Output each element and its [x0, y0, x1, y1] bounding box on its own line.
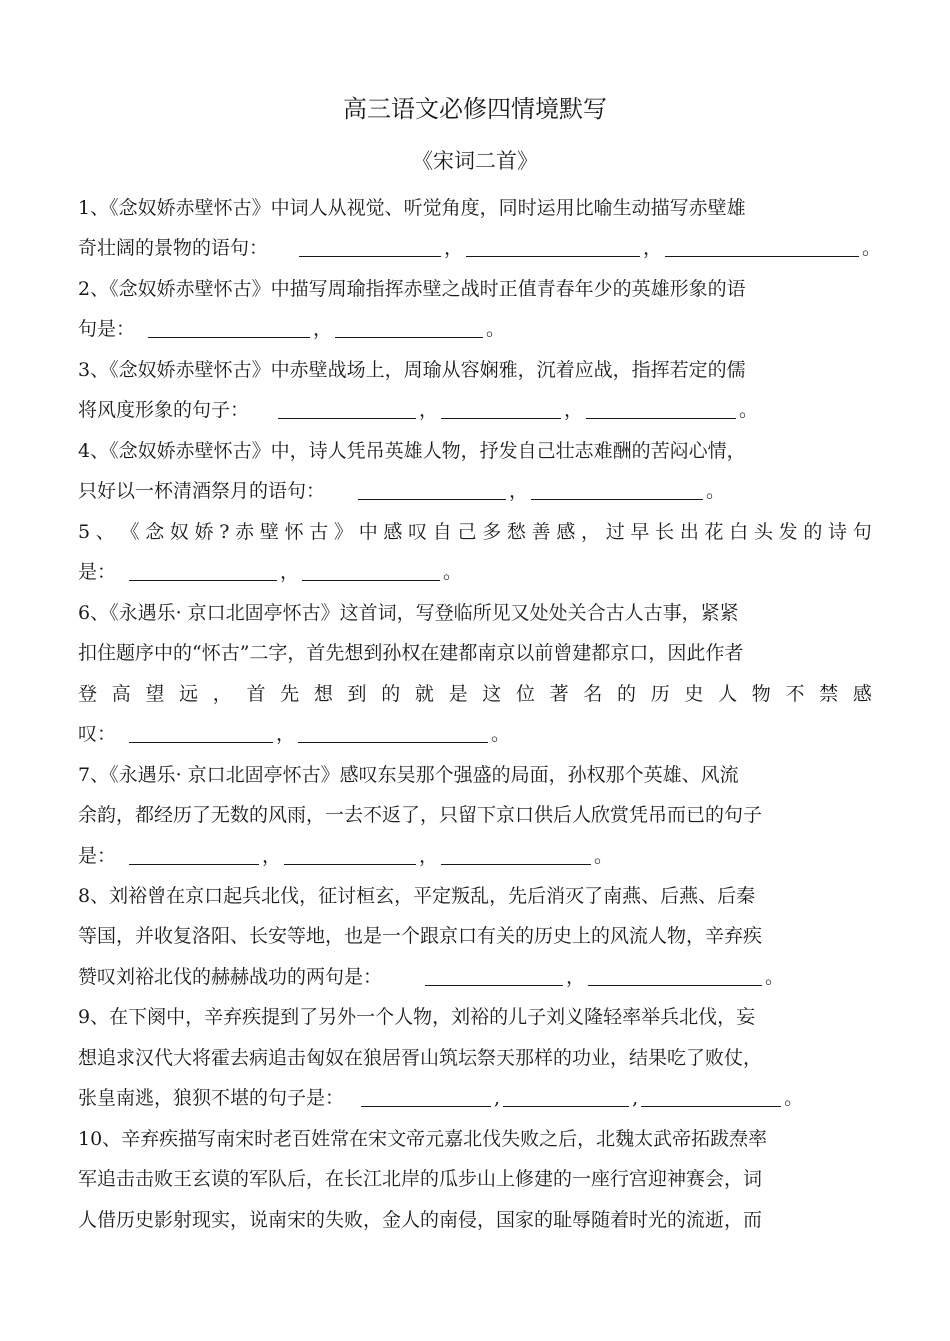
answer-blank[interactable] — [129, 560, 277, 581]
text-char: 念 — [145, 521, 165, 543]
answer-blank[interactable] — [129, 844, 259, 865]
end-punct: 。 — [784, 1087, 804, 1109]
end-punct: 。 — [491, 723, 511, 745]
answer-blank[interactable] — [148, 317, 310, 338]
text-char: 》 — [333, 521, 353, 543]
separator-punct: ， — [276, 723, 296, 745]
question-text-line — [78, 760, 739, 790]
question-text-line — [78, 1164, 762, 1194]
question-text-line — [78, 193, 746, 223]
answer-blank[interactable] — [531, 479, 703, 500]
text-char: 、 — [95, 521, 115, 543]
text-char: 赤 — [235, 521, 255, 543]
line-text: 奇壮阔的景物的语句： — [78, 237, 269, 259]
line-text: 10、辛弃疾描写南宋时老百姓常在宋文帝元嘉北伐失败之后，北魏太武帝拓跋焘率 — [78, 1128, 768, 1150]
answer-line — [78, 233, 881, 263]
text-char: 娇 — [194, 521, 214, 543]
answer-blank[interactable] — [361, 1086, 491, 1107]
text-char: 是 — [448, 683, 468, 705]
line-text: 想追求汉代大将霍去病追击匈奴在狼居胥山筑坛祭天那样的功业，结果吃了败仗， — [78, 1047, 763, 1069]
text-char: 5 — [78, 521, 91, 543]
text-char: 感 — [852, 683, 872, 705]
text-char: 的 — [381, 683, 401, 705]
answer-line — [78, 476, 725, 506]
answer-line — [78, 962, 784, 992]
line-text: 9、在下阕中，辛弃疾提到了另外一个人物，刘裕的儿子刘义隆轻率举兵北伐，妄 — [78, 1006, 756, 1028]
answer-blank[interactable] — [278, 398, 416, 419]
text-char: 这 — [482, 683, 502, 705]
text-char: 名 — [583, 683, 603, 705]
text-char: 的 — [617, 683, 637, 705]
line-text: 扣住题序中的“怀古”二字，首先想到孙权在建都南京以前曾建都京口，因此作者 — [78, 642, 744, 664]
text-char: 头 — [753, 521, 773, 543]
text-char: 花 — [704, 521, 724, 543]
text-char: 《 — [120, 521, 140, 543]
text-char: 早 — [630, 521, 650, 543]
separator-punct: ， — [564, 399, 584, 421]
line-text: 3、《念奴娇赤壁怀古》中赤壁战场上，周瑜从容娴雅，沉着应战，指挥若定的儒 — [78, 359, 746, 381]
text-char: 长 — [655, 521, 675, 543]
answer-blank[interactable] — [586, 398, 736, 419]
question-text-line — [78, 274, 746, 304]
question-text-line — [78, 1002, 755, 1032]
text-char: 叹 — [408, 521, 428, 543]
text-char: 登 — [78, 683, 98, 705]
line-text: 6、《永遇乐· 京口北固亭怀古》这首词，写登临所见又处处关合古人古事，紧紧 — [78, 602, 739, 624]
text-char: ? — [219, 521, 230, 543]
text-char: 望 — [145, 683, 165, 705]
text-char: 壁 — [259, 521, 279, 543]
text-char: 不 — [785, 683, 805, 705]
text-char: 己 — [457, 521, 477, 543]
separator-punct: ， — [444, 237, 464, 259]
separator-punct: ， — [509, 480, 529, 502]
text-char: 过 — [605, 521, 625, 543]
text-char: 奴 — [169, 521, 189, 543]
text-char: 古 — [309, 521, 329, 543]
end-punct: 。 — [739, 399, 759, 421]
text-char: 句 — [852, 521, 872, 543]
question-text-line — [78, 598, 739, 628]
answer-line — [78, 841, 613, 871]
section-subtitle: 《宋词二首》 — [412, 149, 538, 173]
text-char: 自 — [432, 521, 452, 543]
answer-line — [78, 719, 510, 749]
question-text-line — [78, 881, 755, 911]
answer-blank[interactable] — [503, 1086, 629, 1107]
answer-blank[interactable] — [425, 965, 563, 986]
text-char: 想 — [313, 683, 333, 705]
question-text-line — [78, 1205, 762, 1235]
question-text-line — [78, 638, 743, 668]
line-text: 是： — [78, 845, 117, 867]
line-text: 2、《念奴娇赤壁怀古》中描写周瑜指挥赤壁之战时正值青春年少的英雄形象的语 — [78, 278, 746, 300]
answer-blank[interactable] — [665, 236, 859, 257]
text-char: 人 — [718, 683, 738, 705]
line-text: 将风度形象的句子： — [78, 399, 250, 421]
text-char: 历 — [650, 683, 670, 705]
text-char: 诗 — [828, 521, 848, 543]
line-text: 张皇南逃，狼狈不堪的句子是： — [78, 1087, 345, 1109]
line-text: 军追击击败王玄谟的军队后，在长江北岸的瓜步山上修建的一座行宫迎神赛会，词 — [78, 1168, 763, 1190]
text-char: 史 — [684, 683, 704, 705]
text-char: 白 — [729, 521, 749, 543]
answer-line — [78, 1083, 803, 1113]
question-text-line — [78, 1043, 762, 1073]
text-char: 高 — [111, 683, 131, 705]
separator-punct: ， — [566, 966, 586, 988]
end-punct: 。 — [862, 237, 882, 259]
text-char: 首 — [246, 683, 266, 705]
text-char: 先 — [280, 683, 300, 705]
question-text-line — [78, 800, 762, 830]
text-char: 发 — [778, 521, 798, 543]
text-char: 愁 — [506, 521, 526, 543]
page-title: 高三语文必修四情境默写 — [343, 95, 607, 123]
separator-punct: ， — [419, 399, 439, 421]
line-text: 等国，并收复洛阳、长安等地，也是一个跟京口有关的历史上的风流人物，辛弃疾 — [78, 925, 763, 947]
text-char: 就 — [414, 683, 434, 705]
separator-punct: , — [494, 1087, 501, 1109]
line-text: 4、《念奴娇赤壁怀古》中，诗人凭吊英雄人物，抒发自己壮志难酬的苦闷心情， — [78, 440, 746, 462]
answer-blank[interactable] — [641, 1086, 781, 1107]
answer-blank[interactable] — [298, 722, 488, 743]
answer-blank[interactable] — [441, 844, 591, 865]
text-char: 善 — [531, 521, 551, 543]
text-char: 中 — [358, 521, 378, 543]
text-char: 感 — [383, 521, 403, 543]
separator-punct: ， — [313, 318, 333, 340]
line-text: 叹： — [78, 723, 117, 745]
question-text-line — [78, 355, 746, 385]
line-text: 人借历史影射现实，说南宋的失败，金人的南侵，国家的耻辱随着时光的流逝，而 — [78, 1209, 763, 1231]
text-char: 出 — [679, 521, 699, 543]
end-punct: 。 — [486, 318, 506, 340]
question-text-line — [78, 679, 872, 709]
question-text-line — [78, 1124, 767, 1154]
text-char: 禁 — [819, 683, 839, 705]
end-punct: 。 — [706, 480, 726, 502]
question-text-line — [78, 436, 746, 466]
answer-line — [78, 395, 758, 425]
line-text: 7、《永遇乐· 京口北固亭怀古》感叹东吴那个强盛的局面，孙权那个英雄、风流 — [78, 764, 739, 786]
text-char: 怀 — [284, 521, 304, 543]
separator-punct: ， — [419, 845, 439, 867]
text-char: 物 — [751, 683, 771, 705]
text-char: ， — [212, 683, 232, 705]
line-text: 1、《念奴娇赤壁怀古》中词人从视觉、听觉角度，同时运用比喻生动描写赤壁雄 — [78, 197, 746, 219]
line-text: 余韵，都经历了无数的风雨，一去不返了，只留下京口供后人欣赏凭吊而已的句子 — [78, 804, 763, 826]
separator-punct: ， — [262, 845, 282, 867]
text-char: 的 — [803, 521, 823, 543]
answer-blank[interactable] — [302, 560, 440, 581]
separator-punct: ， — [643, 237, 663, 259]
text-char: 著 — [549, 683, 569, 705]
separator-punct: , — [632, 1087, 639, 1109]
text-char: 位 — [515, 683, 535, 705]
line-text: 句是： — [78, 318, 136, 340]
text-char: 多 — [482, 521, 502, 543]
answer-blank[interactable] — [441, 398, 561, 419]
text-char: 到 — [347, 683, 367, 705]
answer-blank[interactable] — [284, 844, 416, 865]
answer-blank[interactable] — [129, 722, 273, 743]
line-text: 赞叹刘裕北伐的赫赫战功的两句是： — [78, 966, 383, 988]
text-char: 远 — [179, 683, 199, 705]
answer-blank[interactable] — [358, 479, 506, 500]
question-text-line — [78, 921, 762, 951]
answer-blank[interactable] — [466, 236, 640, 257]
answer-blank[interactable] — [588, 965, 762, 986]
end-punct: 。 — [765, 966, 785, 988]
line-text: 只好以一杯清酒祭月的语句： — [78, 480, 326, 502]
line-text: 8、刘裕曾在京口起兵北伐，征讨桓玄，平定叛乱，先后消灭了南燕、后燕、后秦 — [78, 885, 756, 907]
answer-line — [78, 557, 462, 587]
answer-blank[interactable] — [335, 317, 483, 338]
text-char: 感 — [556, 521, 576, 543]
end-punct: 。 — [594, 845, 614, 867]
separator-punct: ， — [280, 561, 300, 583]
question-text-line — [78, 517, 872, 547]
line-text: 是： — [78, 561, 117, 583]
answer-line — [78, 314, 505, 344]
answer-blank[interactable] — [299, 236, 441, 257]
end-punct: 。 — [443, 561, 463, 583]
text-char: ， — [581, 521, 601, 543]
